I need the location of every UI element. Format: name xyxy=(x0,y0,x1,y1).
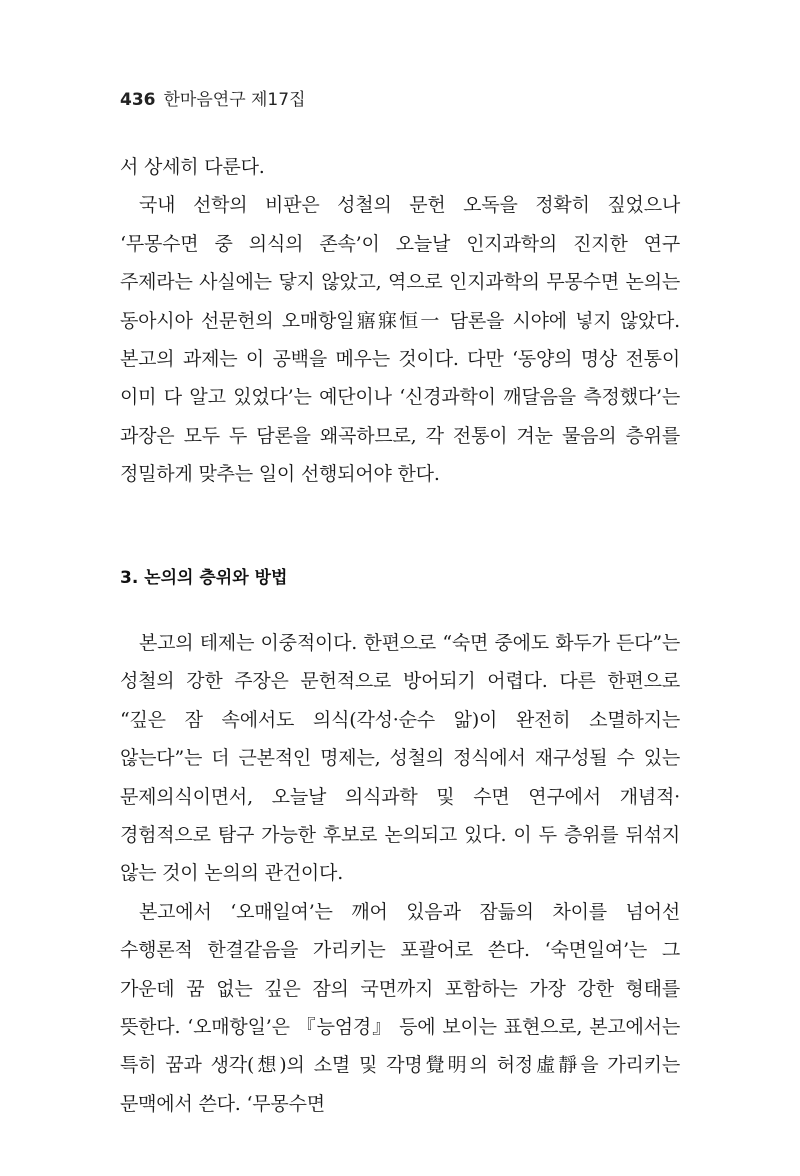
paragraph: 본고에서 ‘오매일여’는 깨어 있음과 잠듦의 차이를 넘어선 수행론적 한결같음을 가리키는 포괄어로 쓴다. ‘숙면일여’는 그 가운데 꿈 없는 깊은 잠의 국면까지 포함하는 가장 강한 형태를 뜻한다. ‘오매항일’은 『능엄경』 등에 보이는 표현으로, 본고에서는 특히 꿈과 생각(想)의 소멸 및 각명覺明의 허정虛靜을 가리키는 문맥에서 쓴다. ‘무몽수면 xyxy=(120,900,680,1115)
paragraph: 서 상세히 다룬다. xyxy=(120,156,265,178)
section-body-1 xyxy=(120,148,680,494)
journal-title: 한마음연구 제17집 xyxy=(163,90,306,110)
running-header xyxy=(120,88,306,112)
section-heading: 3. 논의의 층위와 방법 xyxy=(120,568,288,588)
page-number: 436 xyxy=(120,90,156,110)
section-body-2 xyxy=(120,624,680,1123)
paragraph: 본고의 테제는 이중적이다. 한편으로 “숙면 중에도 화두가 든다”는 성철의 강한 주장은 문헌적으로 방어되기 어렵다. 다른 한편으로 “깊은 잠 속에서도 의식(각성·순수 앎)이 완전히 소멸하지는 않는다”는 더 근본적인 명제는, 성철의 정식에서 재구성될 수 있는 문제의식이면서, 오늘날 의식과학 및 수면 연구에서 개념적·경험적으로 탐구 가능한 후보로 논의되고 있다. 이 두 층위를 뒤섞지 않는 것이 논의의 관건이다. xyxy=(120,632,680,885)
paragraph: 국내 선학의 비판은 성철의 문헌 오독을 정확히 짚었으나 ‘무몽수면 중 의식의 존속’이 오늘날 인지과학의 진지한 연구 주제라는 사실에는 닿지 않았고, 역으로 인지과학의 무몽수면 논의는 동아시아 선문헌의 오매항일寤寐恒一 담론을 시야에 넣지 않았다. 본고의 과제는 이 공백을 메우는 것이다. 다만 ‘동양의 명상 전통이 이미 다 알고 있었다’는 예단이나 ‘신경과학이 깨달음을 측정했다’는 과장은 모두 두 담론을 왜곡하므로, 각 전통이 겨눈 물음의 층위를 정밀하게 맞추는 일이 선행되어야 한다. xyxy=(120,194,680,486)
